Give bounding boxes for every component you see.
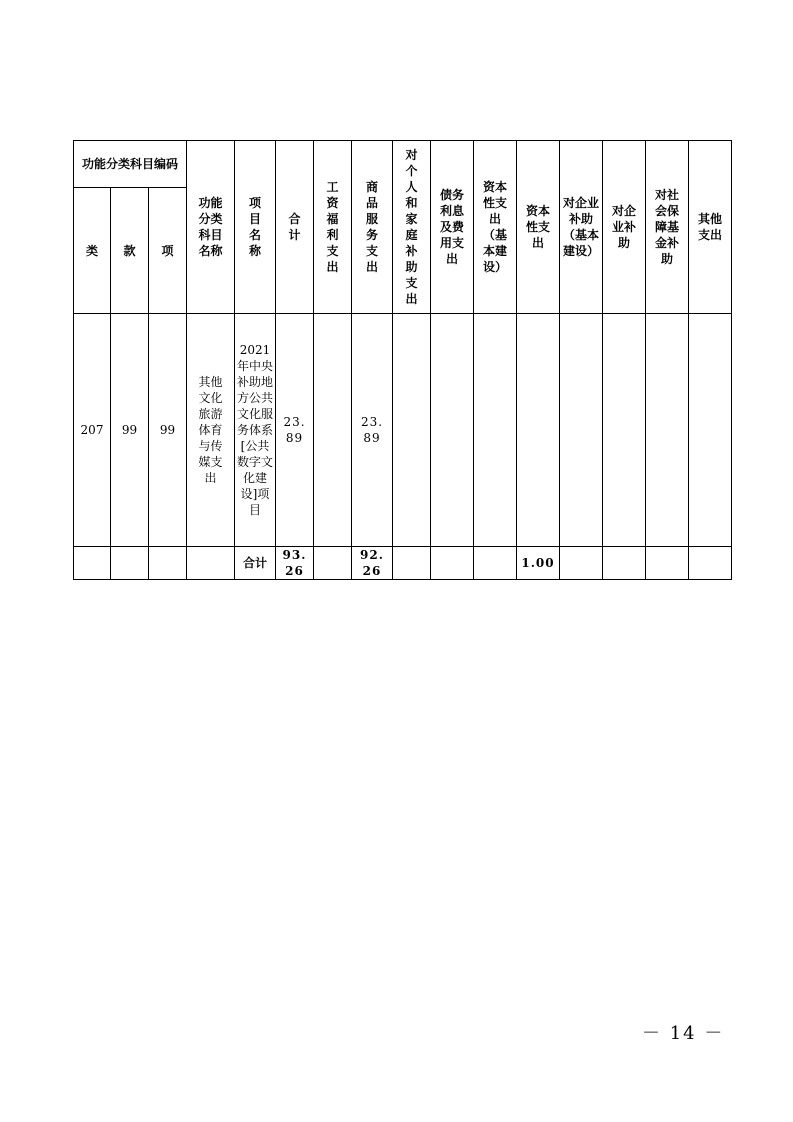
- page-number: － 14 －: [642, 1023, 725, 1044]
- header-kuan: 款: [111, 188, 149, 314]
- header-code-group: 功能分类科目编码: [74, 141, 187, 188]
- header-social-security: 对社会保障基金补助: [646, 141, 689, 314]
- total-cell-debt-interest: [431, 547, 474, 580]
- cell-lei: 207: [74, 314, 111, 547]
- total-cell-capital: 1.00: [517, 547, 560, 580]
- total-cell-func-name: [187, 547, 235, 580]
- header-capital: 资本性支出: [517, 141, 560, 314]
- total-row: [74, 547, 732, 580]
- header-func-name: 功能分类科目名称: [187, 141, 235, 314]
- header-project-name: 项目名称: [235, 141, 276, 314]
- total-cell-goods-services: 92.26: [352, 547, 393, 580]
- cell-capital-basic: [474, 314, 517, 547]
- cell-household-subsidy: [393, 314, 431, 547]
- total-cell-enterprise: [603, 547, 646, 580]
- cell-goods-services: 23.89: [352, 314, 393, 547]
- cell-debt-interest: [431, 314, 474, 547]
- cell-enterprise: [603, 314, 646, 547]
- cell-social-security: [646, 314, 689, 547]
- header-xiang: 项: [149, 188, 187, 314]
- total-cell-total: 93.26: [276, 547, 314, 580]
- header-goods-services: 商品服务支出: [352, 141, 393, 314]
- total-cell-social-security: [646, 547, 689, 580]
- total-cell-household-subsidy: [393, 547, 431, 580]
- header-household-subsidy: 对个人和家庭补助支出: [393, 141, 431, 314]
- cell-kuan: 99: [111, 314, 149, 547]
- budget-table: [73, 140, 732, 580]
- total-cell-xiang: [149, 547, 187, 580]
- cell-enterprise-basic: [560, 314, 603, 547]
- total-label: 合计: [235, 547, 276, 580]
- header-row-1: [74, 141, 732, 188]
- header-debt-interest: 债务利息及费用支出: [431, 141, 474, 314]
- total-cell-enterprise-basic: [560, 547, 603, 580]
- header-capital-basic: 资本性支出（基本建设）: [474, 141, 517, 314]
- header-total: 合计: [276, 141, 314, 314]
- cell-capital: [517, 314, 560, 547]
- cell-func-name: 其他文化旅游体育与传媒支出: [187, 314, 235, 547]
- header-other: 其他支出: [689, 141, 732, 314]
- header-enterprise: 对企业补助: [603, 141, 646, 314]
- cell-xiang: 99: [149, 314, 187, 547]
- cell-project-name: 2021年中央补助地方公共文化服务体系[公共数字文化建设]项目: [235, 314, 276, 547]
- header-enterprise-basic: 对企业补助（基本建设）: [560, 141, 603, 314]
- total-cell-lei: [74, 547, 111, 580]
- total-cell-wages: [314, 547, 352, 580]
- total-cell-other: [689, 547, 732, 580]
- table-row: [74, 314, 732, 547]
- cell-total: 23.89: [276, 314, 314, 547]
- total-cell-capital-basic: [474, 547, 517, 580]
- total-cell-kuan: [111, 547, 149, 580]
- cell-wages: [314, 314, 352, 547]
- header-lei: 类: [74, 188, 111, 314]
- cell-other: [689, 314, 732, 547]
- header-wages: 工资福利支出: [314, 141, 352, 314]
